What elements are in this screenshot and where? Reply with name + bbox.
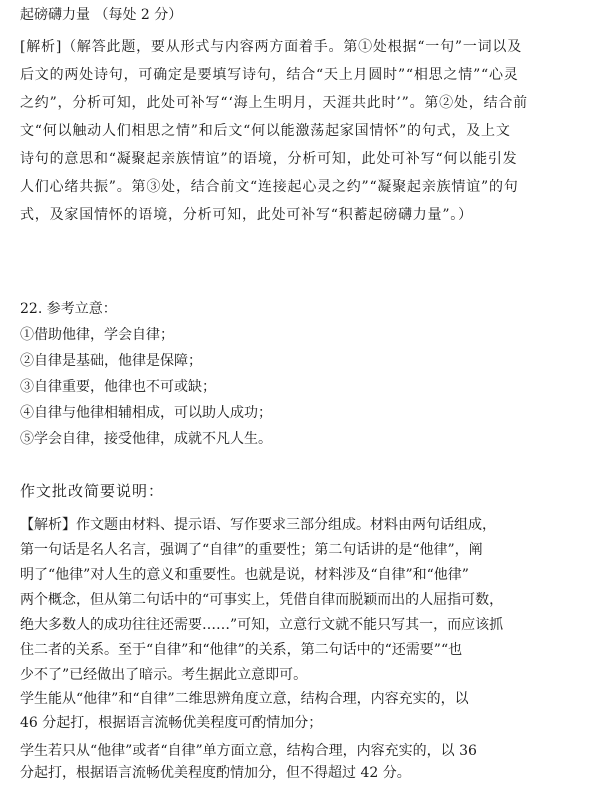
essay-analysis-line: 第一句话是名人名言，强调了“自律”的重要性；第二句话讲的是“他律”，阐: [20, 542, 483, 558]
grading-rule-line: 学生能从“他律”和“自律”二维思辨角度立意，结构合理，内容充实的，以: [20, 691, 469, 707]
analysis-line: [解析]（解答此题，要从形式与内容两方面着手。第①处根据“一句”一词以及: [20, 39, 523, 55]
essay-analysis-line: 明了“他律”对人生的意义和重要性。也就是说，材料涉及“自律”和“他律”: [20, 567, 469, 583]
answer-fragment-header: 起磅礴力量 （每处 2 分）: [20, 7, 183, 23]
analysis-line: 文“何以触动人们相思之情”和后文“何以能激荡起家国情怀”的句式，及上文: [20, 123, 511, 139]
grading-rule-line: 学生若只从“他律”或者“自律”单方面立意，结构合理，内容充实的，以 36: [20, 743, 477, 759]
essay-analysis-line: 绝大多数人的成功往往还需要……”可知，立意行文就不能只写其一，而应该抓: [20, 617, 504, 633]
essay-analysis-line: 住二者的关系。至于“自律”和“他律”的关系，第二句话中的“还需要”“也: [20, 642, 463, 658]
analysis-line: 人们心绪共振”。第③处，结合前文“连接起心灵之约”“凝聚起亲族情谊”的句: [20, 179, 519, 195]
reference-idea-item: ②自律是基础，他律是保障；: [20, 353, 202, 369]
reference-idea-item: ①借助他律，学会自律；: [20, 327, 174, 343]
reference-idea-item: ④自律与他律相辅相成，可以助人成功；: [20, 405, 272, 421]
question-22-title: 22. 参考立意：: [20, 301, 117, 317]
essay-analysis-line: 两个概念，但从第二句话中的“可事实上，凭借自律而脱颖而出的人屈指可数，: [20, 592, 504, 608]
analysis-line: 式，及家国情怀的语境，分析可知，此处可补写“积蓄起磅礴力量”。）: [20, 207, 473, 223]
essay-analysis-line: 少不了”已经做出了暗示。考生据此立意即可。: [20, 667, 308, 683]
essay-analysis-line: 【解析】作文题由材料、提示语、写作要求三部分组成。材料由两句话组成，: [20, 517, 496, 533]
essay-grading-title: 作文批改简要说明：: [20, 482, 165, 500]
analysis-line: 后文的两处诗句，可确定是要填写诗句，结合“天上月圆时”“相思之情”“心灵: [20, 67, 519, 83]
reference-idea-item: ⑤学会自律，接受他律，成就不凡人生。: [20, 431, 272, 447]
analysis-line: 之约”，分析可知，此处可补写“‘海上生明月，天涯共此时’”。第②处，结合前: [20, 95, 528, 111]
reference-idea-item: ③自律重要，他律也不可或缺；: [20, 379, 216, 395]
grading-rule-line: 分起打，根据语言流畅优美程度酌情加分，但不得超过 42 分。: [20, 765, 411, 781]
analysis-line: 诗句的意思和“凝聚起亲族情谊”的语境，分析可知，此处可补写“何以能引发: [20, 151, 518, 167]
grading-rule-line: 46 分起打，根据语言流畅优美程度可酌情加分；: [20, 715, 323, 731]
